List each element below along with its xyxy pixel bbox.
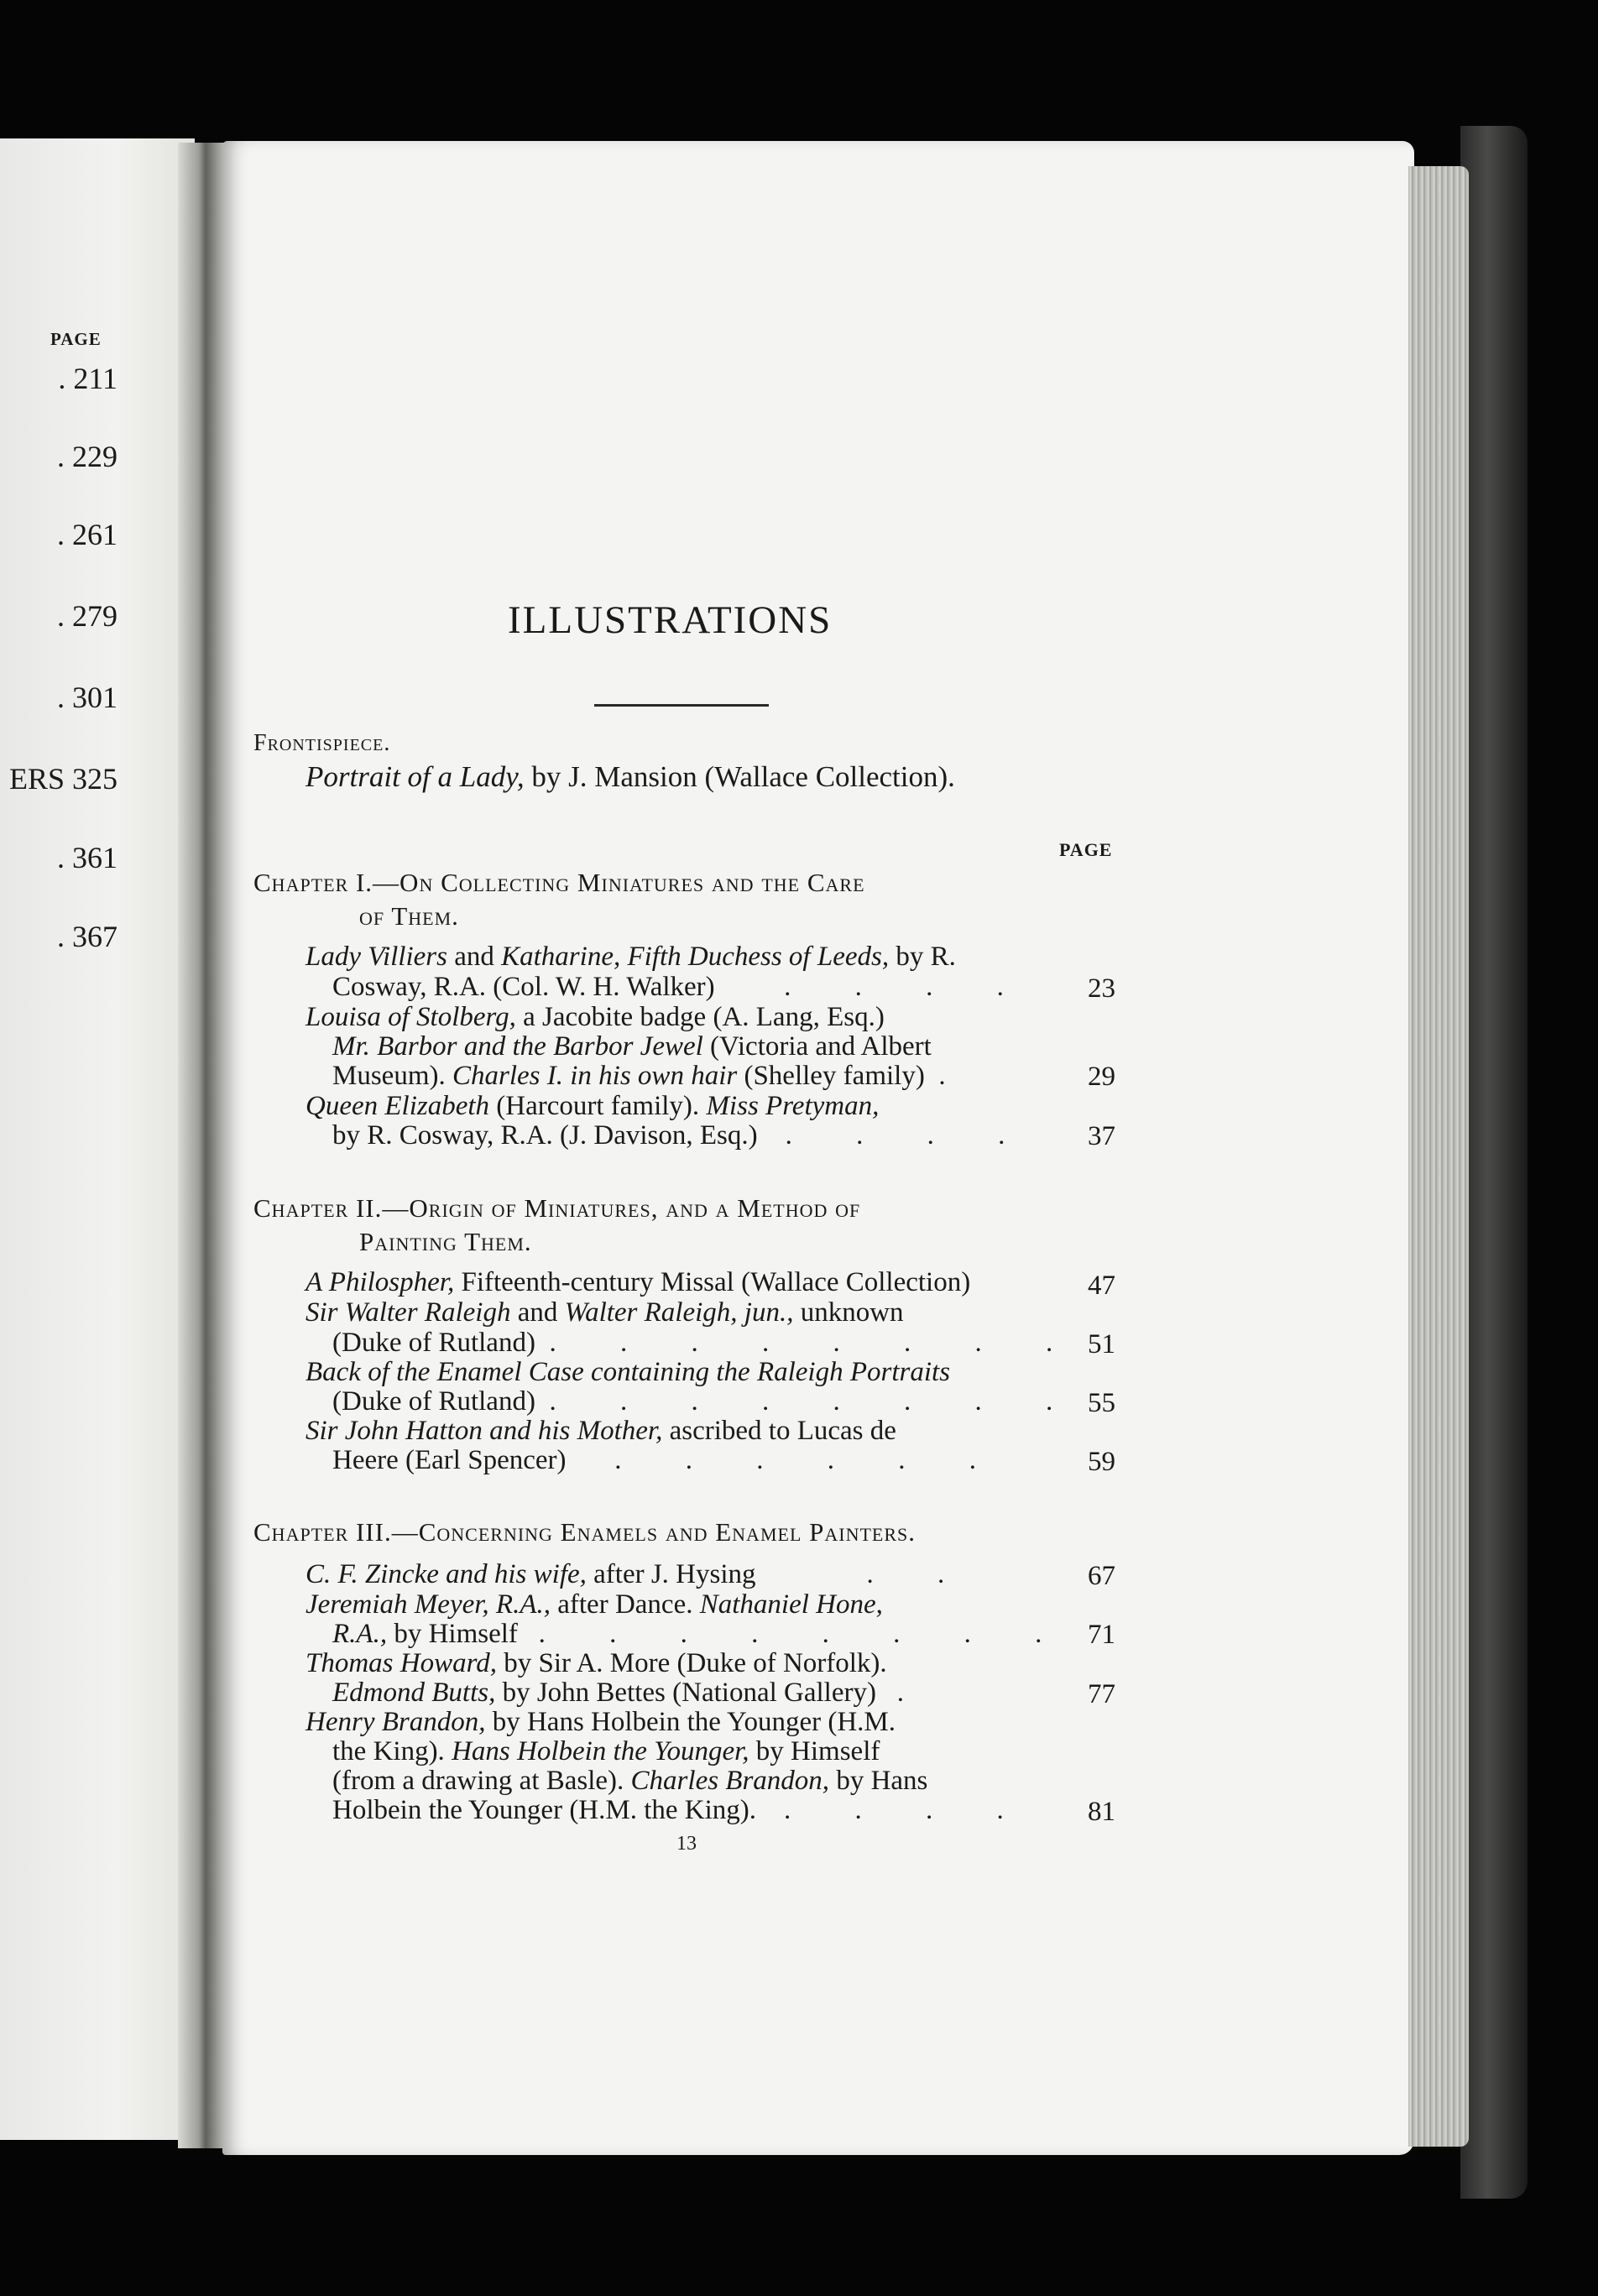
entry-text: Hans Holbein the Younger, [452, 1736, 749, 1766]
entry-text: the King). [332, 1736, 452, 1766]
entry-text: 279 [72, 599, 118, 633]
list-item [306, 1416, 1061, 1446]
page-number: 81 [1088, 1797, 1115, 1827]
entry-text: and [446, 942, 502, 972]
list-item [332, 1445, 1061, 1475]
entry-text: Lady Villiers [306, 942, 447, 972]
list-item [332, 1120, 1061, 1151]
entry-text: 325 [72, 762, 118, 796]
left-row [57, 439, 118, 474]
entry-text: . [57, 681, 65, 714]
entry-text: . [938, 1061, 946, 1091]
entry-text: by R. Cosway, R.A. (J. Davison, Esq.) [332, 1120, 758, 1151]
entry-text: . . . . [784, 972, 1032, 1002]
page-number: 47 [1088, 1271, 1115, 1301]
entry-text: by R. [889, 942, 956, 972]
folio-page-number: 13 [676, 1833, 697, 1855]
entry-text: Cosway, R.A. (Col. W. H. Walker) [332, 972, 715, 1002]
entry-text: Queen Elizabeth [306, 1091, 490, 1121]
entry-text: ERS [8, 762, 65, 796]
entry-text: Sir John Hatton and his Mother, [306, 1416, 663, 1446]
list-item [332, 1678, 1061, 1708]
page-number: 59 [1088, 1447, 1115, 1477]
entry-text: . [57, 920, 65, 953]
frontispiece-entry [306, 760, 955, 794]
list-item [332, 1386, 1082, 1417]
entry-text: Katharine, Fifth Duchess of Leeds, [501, 942, 890, 972]
title-rule [594, 704, 769, 707]
left-row [57, 840, 118, 875]
left-page-label: PAGE [50, 329, 102, 349]
page-title: ILLUSTRATIONS [508, 598, 833, 642]
page-number: 51 [1088, 1329, 1115, 1359]
page-number: 29 [1088, 1062, 1115, 1092]
entry-text: Miss Pretyman, [706, 1091, 880, 1121]
page-number: 23 [1088, 973, 1115, 1004]
list-item [306, 1648, 1061, 1678]
entry-text: Painting Them. [359, 1227, 532, 1256]
entry-text: by Hans [829, 1766, 928, 1796]
entry-text: (from a drawing at Basle). [332, 1766, 631, 1796]
list-item [332, 1619, 1071, 1649]
chapter-3-heading [253, 1516, 1059, 1549]
list-item [332, 1766, 1061, 1796]
entry-text: by Himself [749, 1736, 880, 1766]
entry-text: (Duke of Rutland) [332, 1328, 535, 1358]
page-column-label: PAGE [1059, 839, 1113, 860]
entry-text: Charles I. in his own hair [452, 1061, 738, 1091]
list-item [306, 1297, 1061, 1328]
entry-text: Charles Brandon, [630, 1766, 830, 1796]
entry-text: C. F. Zincke and his wife, [306, 1559, 587, 1589]
entry-text: 301 [72, 681, 118, 714]
entry-text: a Jacobite badge (A. Lang, Esq.) [515, 1002, 885, 1032]
page-number: 67 [1088, 1561, 1115, 1591]
entry-text: . . . . . . [614, 1445, 1005, 1475]
list-item [332, 1795, 1061, 1825]
page-number: 77 [1088, 1679, 1115, 1709]
entry-text: . [58, 362, 66, 395]
entry-text: 211 [73, 362, 118, 395]
entry-text: (Duke of Rutland) [332, 1386, 535, 1417]
entry-text: Walter Raleigh, jun., [564, 1297, 794, 1328]
chapter-2-heading [253, 1192, 1059, 1259]
entry-text: . . . . . . . . [549, 1328, 1082, 1358]
entry-text: after Dance. [551, 1589, 700, 1620]
list-item [306, 1267, 1061, 1297]
list-item [332, 1736, 1061, 1766]
left-row [9, 761, 118, 796]
chapter-1-heading [253, 866, 1059, 933]
entry-text: by John Bettes (National Gallery) [495, 1678, 876, 1708]
entry-text: R.A., [332, 1619, 388, 1649]
entry-text: and [510, 1297, 565, 1328]
list-item [306, 1707, 1061, 1737]
entry-text: Portrait of a Lady, [306, 760, 525, 793]
entry-text: Holbein the Younger (H.M. the King). [332, 1795, 757, 1825]
list-item [332, 1328, 1082, 1358]
entry-text: . . . . . . . . [538, 1619, 1071, 1649]
entry-text: . [57, 599, 65, 633]
entry-text: A Philospher, [306, 1267, 455, 1297]
entry-text: Heere (Earl Spencer) [332, 1445, 567, 1475]
left-row [58, 361, 118, 396]
list-item [306, 942, 1061, 972]
entry-text: . . . . [785, 1120, 1034, 1151]
entry-text: by Himself [387, 1619, 518, 1649]
entry-text: Chapter III.—Concerning Enamels and Enamel Painters. [253, 1517, 916, 1547]
left-row [57, 680, 118, 715]
entry-text: (Harcourt family). [489, 1091, 707, 1121]
list-item [332, 972, 1061, 1002]
entry-text: Back of the Enamel Case containing the Raleigh Portraits [306, 1357, 951, 1387]
list-item [332, 1031, 1061, 1062]
list-item [306, 1589, 1061, 1620]
entry-text: . [57, 518, 65, 551]
entry-text: Museum). [332, 1061, 452, 1091]
entry-text: . [57, 841, 65, 874]
list-item [306, 1559, 1061, 1589]
entry-text: ascribed to Lucas de [662, 1416, 896, 1446]
entry-text: Jeremiah Meyer, R.A., [306, 1589, 551, 1620]
list-item [306, 1002, 1061, 1032]
list-item [306, 1357, 1061, 1387]
entry-text: 261 [72, 518, 118, 551]
entry-text: 229 [72, 440, 118, 473]
page-number: 37 [1088, 1121, 1115, 1151]
entry-text: Chapter II.—Origin of Miniatures, and a Method of [253, 1193, 861, 1223]
entry-text: Fifteenth-century Missal (Wallace Collection) [454, 1267, 971, 1297]
entry-text: (Shelley family) [737, 1061, 925, 1091]
entry-text: . . . . . . . . [549, 1386, 1082, 1417]
entry-text: (Victoria and Albert [702, 1031, 932, 1062]
entry-text: Edmond Butts, [332, 1678, 496, 1708]
entry-text: . [896, 1678, 904, 1708]
left-row [57, 517, 118, 552]
entry-text: . . . . [784, 1795, 1032, 1825]
page-number: 71 [1088, 1620, 1115, 1650]
left-row [57, 598, 118, 634]
entry-text: 367 [72, 920, 118, 953]
page-number: 55 [1088, 1388, 1115, 1418]
entry-text: Henry Brandon, [306, 1707, 486, 1737]
entry-text: Chapter I.—On Collecting Miniatures and the Care [253, 868, 865, 897]
entry-text: by Sir A. More (Duke of Norfolk). [497, 1648, 887, 1678]
entry-text: 361 [72, 841, 118, 874]
entry-text: Louisa of Stolberg, [306, 1002, 516, 1032]
entry-text: Thomas Howard, [306, 1648, 497, 1678]
entry-text: . [57, 440, 65, 473]
entry-text: Nathaniel Hone, [699, 1589, 883, 1620]
left-row [57, 919, 118, 954]
entry-text: of Them. [359, 901, 459, 931]
list-item [332, 1061, 1061, 1091]
entry-text: by Hans Holbein the Younger (H.M. [485, 1707, 896, 1737]
frontispiece-heading: Frontispiece. [253, 730, 391, 756]
entry-text: after J. Hysing [586, 1559, 756, 1589]
list-item [306, 1091, 1061, 1121]
entry-text: unknown [793, 1297, 904, 1328]
entry-text: Sir Walter Raleigh [306, 1297, 511, 1328]
entry-text: by J. Mansion (Wallace Collection). [524, 760, 955, 793]
entry-text: . . [866, 1559, 974, 1589]
entry-text: Mr. Barbor and the Barbor Jewel [332, 1031, 703, 1062]
